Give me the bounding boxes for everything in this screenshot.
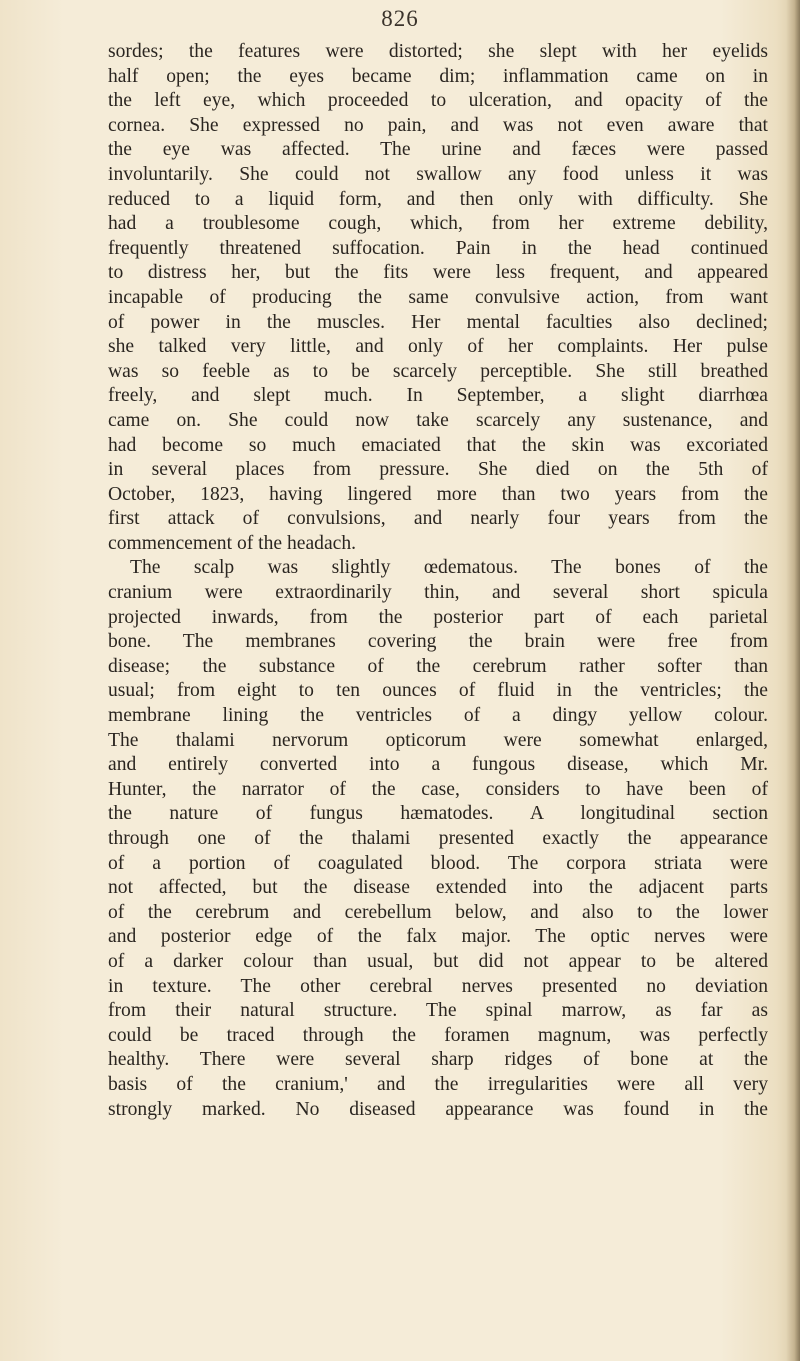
page-edge-shadow	[786, 0, 800, 1361]
text-line: sordes; the features were distorted; she slept with her eyelids	[108, 41, 768, 62]
page-number: 826	[381, 6, 419, 31]
text-line: commencement of the headach.	[108, 532, 357, 554]
text-line: cornea. She expressed no pain, and was not even aware that	[108, 114, 768, 136]
text-line: not affected, but the disease extended into the adjacent parts	[108, 877, 768, 899]
text-line: of a portion of coagulated blood. The corpora striata were	[108, 852, 768, 874]
text-line: October, 1823, having lingered more than two years from the	[108, 483, 768, 505]
text-line: first attack of convulsions, and nearly four years from the	[108, 508, 768, 530]
text-line: she talked very little, and only of her complaints. Her pulse	[108, 336, 768, 358]
text-line: the left eye, which proceeded to ulceration, and opacity of the	[108, 90, 768, 112]
text-line: disease; the substance of the cerebrum rather softer than	[108, 655, 768, 677]
text-line: involuntarily. She could not swallow any food unless it was	[108, 163, 768, 185]
text-line: in texture. The other cerebral nerves presented no deviation	[108, 975, 768, 997]
body-text	[108, 40, 768, 1122]
text-line: and entirely converted into a fungous disease, which Mr.	[108, 754, 768, 776]
text-line: the nature of fungus hæmatodes. A longitudinal section	[108, 803, 768, 825]
text-line: had become so much emaciated that the skin was excoriated	[108, 434, 768, 456]
text-line: usual; from eight to ten ounces of fluid in the ventricles; the	[108, 680, 768, 702]
text-line: basis of the cranium,' and the irregularities were all very	[108, 1073, 768, 1095]
text-line: through one of the thalami presented exactly the appearance	[108, 828, 768, 849]
text-line: projected inwards, from the posterior part of each parietal	[108, 606, 768, 628]
text-line: to distress her, but the fits were less frequent, and appeared	[108, 262, 768, 284]
text-line: of power in the muscles. Her mental faculties also declined;	[108, 311, 768, 333]
text-line: the eye was affected. The urine and fæces were passed	[108, 139, 768, 161]
text-line: had a troublesome cough, which, from her extreme debility,	[108, 213, 768, 235]
text-line: The thalami nervorum opticorum were somewhat enlarged,	[108, 729, 768, 751]
text-line: frequently threatened suffocation. Pain in the head continued	[108, 237, 768, 259]
text-line: cranium were extraordinarily thin, and several short spicula	[108, 582, 768, 604]
text-line: in several places from pressure. She died on the 5th of	[108, 459, 768, 481]
text-line: half open; the eyes became dim; inflammation came on in	[108, 65, 768, 87]
text-line: bone. The membranes covering the brain were free from	[108, 631, 768, 653]
text-line: freely, and slept much. In September, a slight diarrhœa	[108, 385, 768, 407]
text-line: strongly marked. No diseased appearance was found in the	[108, 1098, 768, 1120]
text-line: incapable of producing the same convulsive action, from want	[108, 286, 768, 308]
text-line: Hunter, the narrator of the case, considers to have been of	[108, 778, 768, 800]
text-line: could be traced through the foramen magnum, was perfectly	[108, 1024, 768, 1046]
text-line: of a darker colour than usual, but did not appear to be altered	[108, 950, 768, 972]
text-line: was so feeble as to be scarcely perceptible. She still breathed	[108, 360, 768, 382]
text-line: and posterior edge of the falx major. The optic nerves were	[108, 926, 768, 948]
text-line: reduced to a liquid form, and then only with difficulty. She	[108, 188, 768, 210]
text-line: of the cerebrum and cerebellum below, and also to the lower	[108, 901, 768, 923]
text-line: healthy. There were several sharp ridges of bone at the	[108, 1049, 768, 1071]
text-line: came on. She could now take scarcely any sustenance, and	[108, 409, 768, 431]
text-line: from their natural structure. The spinal marrow, as far as	[108, 1000, 768, 1022]
text-line: membrane lining the ventricles of a dingy yellow colour.	[108, 705, 768, 727]
text-line: The scalp was slightly œdematous. The bones of the	[130, 557, 768, 579]
